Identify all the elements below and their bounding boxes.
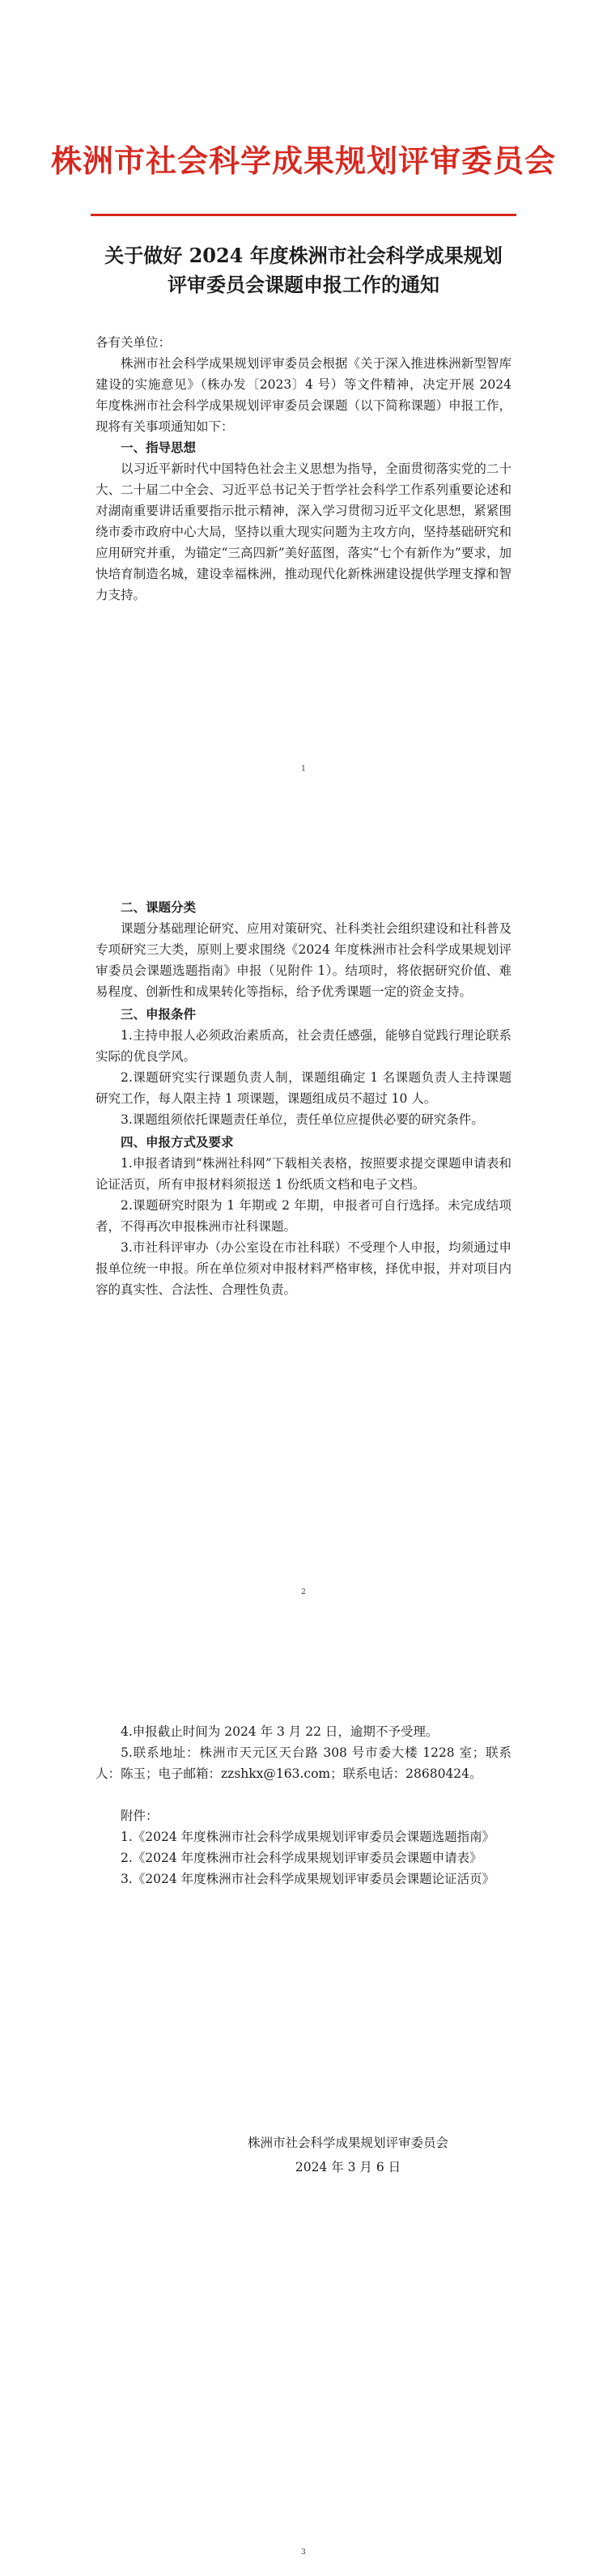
signature-block	[227, 2131, 469, 2179]
page-number: 3	[301, 2548, 306, 2557]
section-4-item: 3.市社科评审办（办公室设在市社科联）不受理个人申报，均须通过申报单位统一申报。所在单位须对申报材料严格审核，择优申报，并对项目内容的真实性、合法性、合理性负责。	[96, 1240, 511, 1297]
section-4-item: 2.课题研究时限为 1 年期或 2 年期，申报者可自行选择。未完成结项者，不得再次申报株洲市社科课题。	[96, 1198, 511, 1234]
section-4-item: 5.联系地址：株洲市天元区天台路 308 号市委大楼 1228 室；联系人：陈玉；电子邮箱：zzshkx@163.com；联系电话：28680424。	[96, 1745, 511, 1781]
salutation: 各有关单位：	[96, 335, 172, 350]
section-3-item: 2.课题研究实行课题负责人制，课题组确定 1 名课题负责人主持课题研究工作，每人限主持 1 项课题，课题组成员不超过 10 人。	[96, 1070, 511, 1106]
section-1-body: 以习近平新时代中国特色社会主义思想为指导，全面贯彻落实党的二十大、二十届二中全会、习近平总书记关于哲学社会科学工作系列重要论述和对湖南重要讲话重要指示批示精神，深入学习贯彻习近平文化思想，紧紧围绕市委市政府中心大局，坚持以重大现实问题为主攻方向，坚持基础研究和应用研究并重，为锚定“三高四新”美好蓝图，落实“七个有新作为”要求，加快培育制造名城，建设幸福株洲，推动现代化新株洲建设提供学理支撑和智力支持。	[96, 461, 511, 602]
signature-date: 2024 年 3 月 6 日	[295, 2160, 401, 2174]
org-red-title: 株洲市社会科学成果规划评审委员会	[50, 142, 556, 179]
page-3-body	[96, 1721, 511, 1889]
section-4-heading: 四、申报方式及要求	[121, 1135, 234, 1150]
page-number: 2	[301, 1588, 306, 1596]
section-3-item: 1.主持申报人必须政治素质高，社会责任感强，能够自觉践行理论联系实际的优良学风。	[96, 1028, 511, 1064]
intro-paragraph: 株洲市社会科学成果规划评审委员会根据《关于深入推进株洲新型智库建设的实施意见》（株办发〔2023〕4 号）等文件精神，决定开展 2024 年度株洲市社会科学成果规划评审委员会课题（以下简称课题）申报工作，现将有关事项通知如下：	[96, 356, 511, 434]
section-2-body: 课题分基础理论研究、应用对策研究、社科类社会组织建设和社科普及专项研究三大类，原则上要求围绕《2024 年度株洲市社会科学成果规划评审委员会课题选题指南》申报（见附件 1）。结项时，将依据研究价值、难易程度、创新性和成果转化等指标，给予优秀课题一定的资金支持。	[96, 921, 511, 999]
section-4-item: 4.申报截止时间为 2024 年 3 月 22 日，逾期不予受理。	[121, 1724, 439, 1739]
page-2-body	[96, 897, 511, 1300]
attachments-label: 附件：	[121, 1809, 159, 1823]
attachment-item: 3.《2024 年度株洲市社会科学成果规划评审委员会课题论证活页》	[121, 1872, 495, 1886]
red-divider	[91, 214, 516, 216]
signature-org: 株洲市社会科学成果规划评审委员会	[247, 2136, 448, 2150]
section-3-item: 3.课题组须依托课题责任单位，责任单位应提供必要的研究条件。	[121, 1112, 484, 1127]
attachment-item: 1.《2024 年度株洲市社会科学成果规划评审委员会课题选题指南》	[121, 1830, 495, 1844]
section-1-heading: 一、指导思想	[121, 440, 197, 455]
section-2-heading: 二、课题分类	[121, 900, 197, 915]
notice-title: 关于做好 2024 年度株洲市社会科学成果规划评审委员会课题申报工作的通知	[104, 244, 503, 296]
section-4-item: 1.申报者请到“株洲社科网”下载相关表格，按照要求提交课题申请表和论证活页，所有申报材料须报送 1 份纸质文档和电子文档。	[96, 1156, 511, 1192]
page-number: 1	[301, 765, 306, 773]
page-1-body	[96, 332, 511, 606]
attachment-item: 2.《2024 年度株洲市社会科学成果规划评审委员会课题申请表》	[121, 1851, 482, 1865]
document-header	[0, 136, 607, 181]
section-3-heading: 三、申报条件	[121, 1007, 197, 1022]
